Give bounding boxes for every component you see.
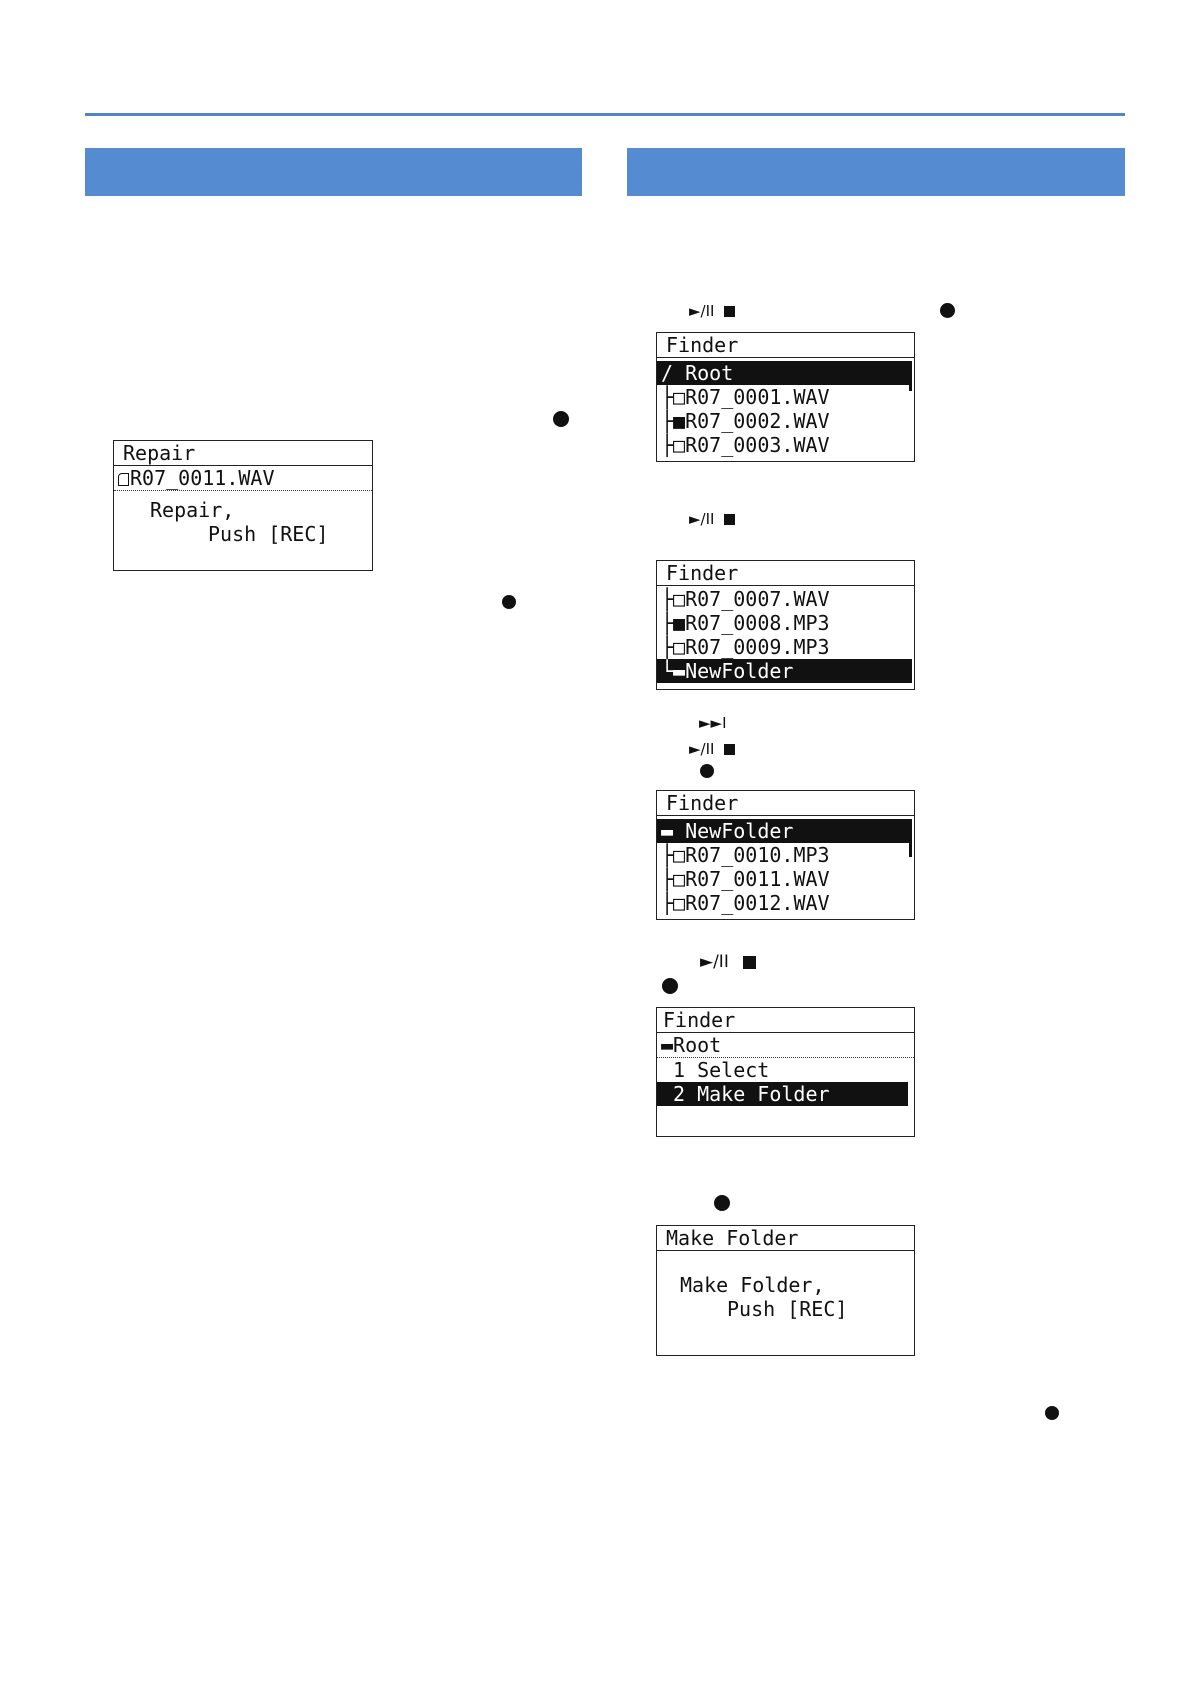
stop-icon xyxy=(743,956,756,969)
list-item[interactable] xyxy=(657,433,914,457)
item-name: R07_0012.WAV xyxy=(685,891,830,915)
finder-menu-screen xyxy=(656,1007,915,1137)
repair-screen xyxy=(113,440,373,571)
list-item[interactable] xyxy=(657,409,914,433)
repair-message-line1: Repair, xyxy=(150,498,235,522)
section-header-right xyxy=(627,148,1125,196)
list-item[interactable] xyxy=(657,611,914,635)
screen-title: Repair xyxy=(114,441,372,466)
control-row xyxy=(689,740,735,758)
tree-file-locked-icon: ├■ xyxy=(661,611,686,635)
item-name: R07_0011.WAV xyxy=(685,867,830,891)
rec-button-icon xyxy=(502,595,516,609)
item-name: NewFolder xyxy=(685,659,794,683)
folder-name: Root xyxy=(673,1033,722,1057)
folder-icon: ▬ xyxy=(661,1033,674,1057)
scrollbar[interactable] xyxy=(909,821,912,857)
play-pause-icon: ►/II xyxy=(700,952,729,972)
tree-file-locked-icon: ├■ xyxy=(661,409,686,433)
list-item[interactable] xyxy=(657,891,914,915)
item-name: R07_0008.MP3 xyxy=(685,611,830,635)
tree-file-icon: ├□ xyxy=(661,843,686,867)
finder-screen-1 xyxy=(656,332,915,462)
finder-screen-2 xyxy=(656,560,915,690)
screen-title: Finder xyxy=(657,561,914,586)
control-row xyxy=(689,302,735,320)
item-name: R07_0010.MP3 xyxy=(685,843,830,867)
screen-title: Finder xyxy=(657,333,914,358)
menu-item-select[interactable]: 1 Select xyxy=(673,1058,770,1082)
scrollbar[interactable] xyxy=(909,363,912,391)
tree-file-icon: ├□ xyxy=(661,587,686,611)
stop-icon xyxy=(724,514,735,525)
make-folder-message-line2: Push [REC] xyxy=(727,1297,848,1321)
finder-screen-3 xyxy=(656,790,915,920)
list-item[interactable] xyxy=(657,843,914,867)
rec-button-icon xyxy=(553,411,569,427)
item-name: Root xyxy=(685,361,734,385)
tree-folder-icon: └▬ xyxy=(661,659,686,683)
list-item[interactable] xyxy=(657,867,914,891)
tree-file-icon: ├□ xyxy=(661,385,686,409)
rec-button-icon xyxy=(662,978,678,994)
screen-title: Finder xyxy=(657,1008,914,1033)
list-item[interactable] xyxy=(657,659,912,683)
list-item[interactable] xyxy=(657,385,914,409)
stop-icon xyxy=(724,306,735,317)
rec-button-icon xyxy=(1045,1406,1059,1420)
item-name: R07_0009.MP3 xyxy=(685,635,830,659)
list-item[interactable] xyxy=(657,819,912,843)
screen-title: Finder xyxy=(657,791,914,816)
header-rule xyxy=(85,113,1125,116)
make-folder-screen xyxy=(656,1225,915,1356)
folder-icon: ▬ xyxy=(661,819,686,843)
tree-file-icon: ├□ xyxy=(661,433,686,457)
screen-title: Make Folder xyxy=(657,1226,914,1251)
play-pause-icon: ►/II xyxy=(689,302,715,320)
root-slash-icon: / xyxy=(661,361,686,385)
menu-item-make-folder[interactable]: 2 Make Folder xyxy=(657,1082,908,1106)
stop-icon xyxy=(724,744,735,755)
file-name: R07_0011.WAV xyxy=(130,466,275,490)
play-pause-icon: ►/II xyxy=(689,740,715,758)
list-item[interactable] xyxy=(657,587,914,611)
rec-button-icon xyxy=(700,764,714,778)
item-name: R07_0001.WAV xyxy=(685,385,830,409)
list-item[interactable] xyxy=(657,635,914,659)
fast-forward-icon: ►►I xyxy=(699,714,727,732)
tree-file-icon: ├□ xyxy=(661,891,686,915)
current-folder-row xyxy=(657,1033,914,1058)
section-header-left xyxy=(85,148,582,196)
tree-file-icon: ├□ xyxy=(661,867,686,891)
repair-message-line2: Push [REC] xyxy=(208,522,329,546)
control-row xyxy=(700,952,756,972)
item-name: R07_0003.WAV xyxy=(685,433,830,457)
rec-button-icon xyxy=(714,1195,730,1211)
play-pause-icon: ►/II xyxy=(689,510,715,528)
make-folder-message-line1: Make Folder, xyxy=(680,1273,825,1297)
item-name: R07_0007.WAV xyxy=(685,587,830,611)
item-name: R07_0002.WAV xyxy=(685,409,830,433)
list-item[interactable] xyxy=(657,361,912,385)
file-row xyxy=(114,466,372,491)
control-row xyxy=(689,510,735,528)
tree-file-icon: ├□ xyxy=(661,635,686,659)
rec-button-icon xyxy=(940,303,955,318)
file-icon xyxy=(118,473,129,486)
item-name: NewFolder xyxy=(685,819,794,843)
